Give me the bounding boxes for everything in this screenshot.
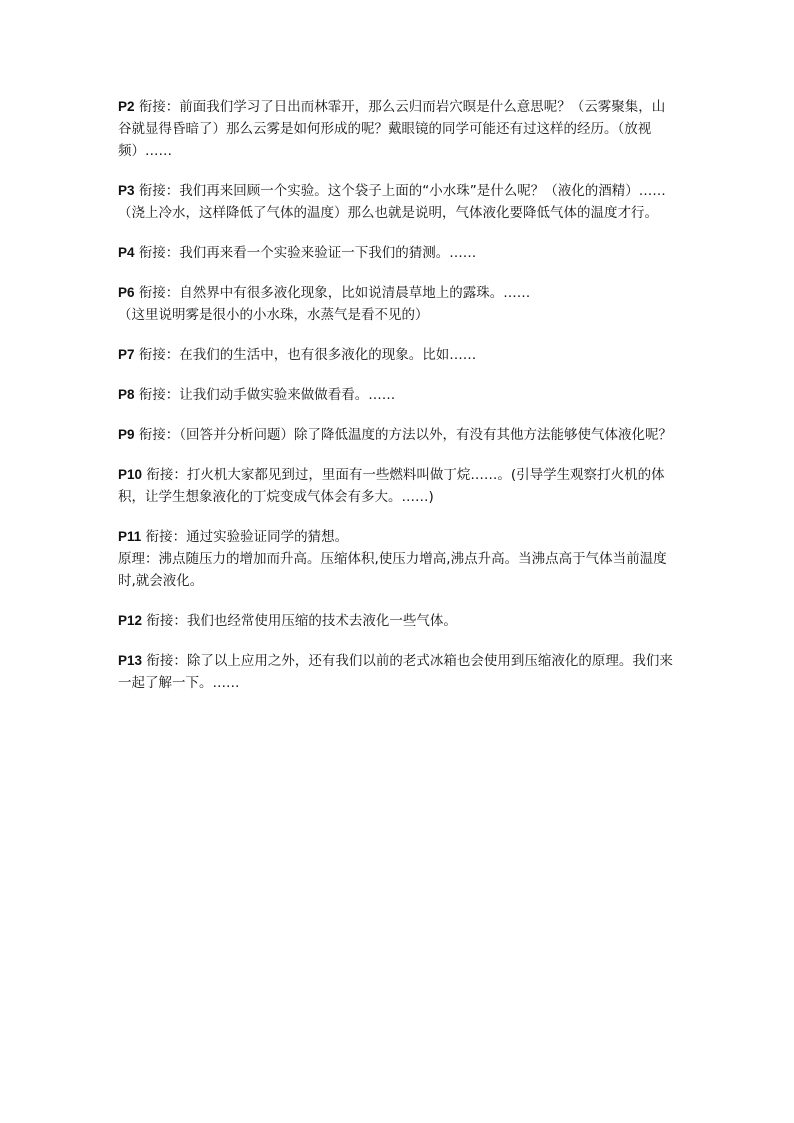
paragraph-p6 — [118, 282, 678, 326]
paragraph-p7 — [118, 344, 678, 366]
paragraph-text: 衔接：（回答并分析问题）除了降低温度的方法以外，有没有其他方法能够使气体液化呢？ — [138, 427, 673, 443]
paragraph-p10 — [118, 464, 678, 508]
slide-label: P12 — [118, 613, 143, 628]
slide-label: P8 — [118, 387, 135, 402]
paragraph-text: （浇上冷水，这样降低了气体的温度）那么也就是说明，气体液化要降低气体的温度才行。 — [118, 205, 658, 221]
paragraph-text: 衔接：前面我们学习了日出而林霏开，那么云归而岩穴暝是什么意思呢？（云雾聚集，山谷就显得昏暗了）那么云雾是如何形成的呢？戴眼镜的同学可能还有过这样的经历。（放视频）…… — [118, 99, 666, 159]
paragraph-p4 — [118, 242, 678, 264]
paragraph-text: 衔接：自然界中有很多液化现象，比如说清晨草地上的露珠。…… — [138, 285, 531, 301]
paragraph-text: 衔接：打火机大家都见到过，里面有一些燃料叫做丁烷……。(引导学生观察打火机的体积，让学生想象液化的丁烷变成气体会有多大。……) — [118, 467, 665, 505]
slide-label: P2 — [118, 99, 135, 114]
slide-label: P13 — [118, 653, 143, 668]
paragraph-text: 衔接：除了以上应用之外，还有我们以前的老式冰箱也会使用到压缩液化的原理。我们来一起了解一下。…… — [118, 653, 673, 691]
paragraph-p2 — [118, 96, 678, 162]
slide-label: P9 — [118, 427, 135, 442]
paragraph-p3 — [118, 180, 678, 224]
paragraph-p9 — [118, 424, 678, 446]
paragraph-text: 衔接：在我们的生活中，也有很多液化的现象。比如…… — [138, 347, 477, 363]
document-page — [118, 96, 678, 712]
paragraph-text: 衔接：我们再来看一个实验来验证一下我们的猜测。…… — [138, 245, 477, 261]
slide-label: P3 — [118, 183, 135, 198]
paragraph-p11 — [118, 526, 678, 592]
paragraph-p8 — [118, 384, 678, 406]
slide-label: P10 — [118, 467, 143, 482]
slide-label: P4 — [118, 245, 135, 260]
paragraph-text: （这里说明雾是很小的小水珠，水蒸气是看不见的） — [118, 307, 429, 323]
paragraph-p12 — [118, 610, 678, 632]
paragraph-text: 衔接：我们再来回顾一个实验。这个袋子上面的“小水珠”是什么呢？（液化的酒精）…… — [138, 183, 666, 199]
paragraph-text: 原理：沸点随压力的增加而升高。压缩体积,使压力增高,沸点升高。当沸点高于气体当前温度时,就会液化。 — [118, 551, 667, 589]
paragraph-text: 衔接：让我们动手做实验来做做看看。…… — [138, 387, 396, 403]
slide-label: P11 — [118, 529, 142, 544]
paragraph-text: 衔接：通过实验验证同学的猜想。 — [145, 529, 349, 545]
paragraph-text: 衔接：我们也经常使用压缩的技术去液化一些气体。 — [146, 613, 457, 629]
slide-label: P7 — [118, 347, 135, 362]
slide-label: P6 — [118, 285, 135, 300]
paragraph-p13 — [118, 650, 678, 694]
